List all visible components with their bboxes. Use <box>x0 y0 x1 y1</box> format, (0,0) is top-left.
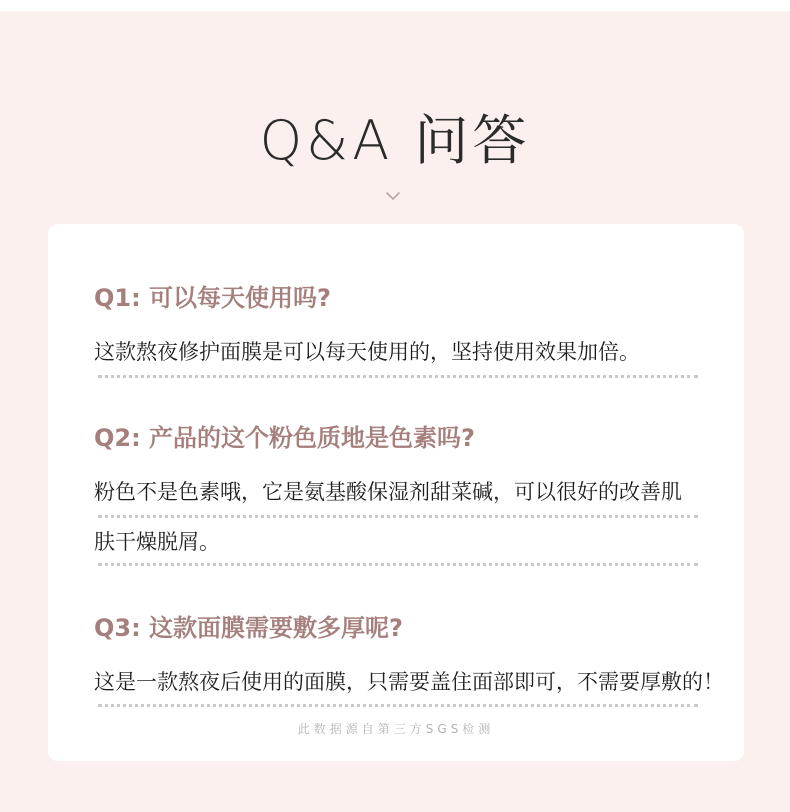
answer-3-line-1: 这是一款熬夜后使用的面膜，只需要盖住面部即可，不需要厚敷的！ <box>94 670 724 694</box>
footnote: 此数据源自第三方SGS检测 <box>297 722 495 736</box>
divider-dotted <box>98 563 698 566</box>
question-2: Q2: 产品的这个粉色质地是色素吗? <box>94 424 475 452</box>
divider-dotted <box>98 515 698 518</box>
divider-dotted <box>98 704 698 707</box>
answer-2-line-1: 粉色不是色素哦，它是氨基酸保湿剂甜菜碱，可以很好的改善肌 <box>94 480 682 504</box>
question-3: Q3: 这款面膜需要敷多厚呢? <box>94 614 403 642</box>
divider-dotted <box>98 375 698 378</box>
page-title: Q&A 问答 <box>259 109 531 172</box>
top-white-strip <box>0 0 790 11</box>
answer-2-line-2: 肤干燥脱屑。 <box>94 530 220 554</box>
question-1: Q1: 可以每天使用吗? <box>94 284 331 312</box>
answer-1-line-1: 这款熬夜修护面膜是可以每天使用的，坚持使用效果加倍。 <box>94 340 640 364</box>
chevron-down-icon <box>385 190 401 202</box>
qa-card <box>48 224 744 761</box>
